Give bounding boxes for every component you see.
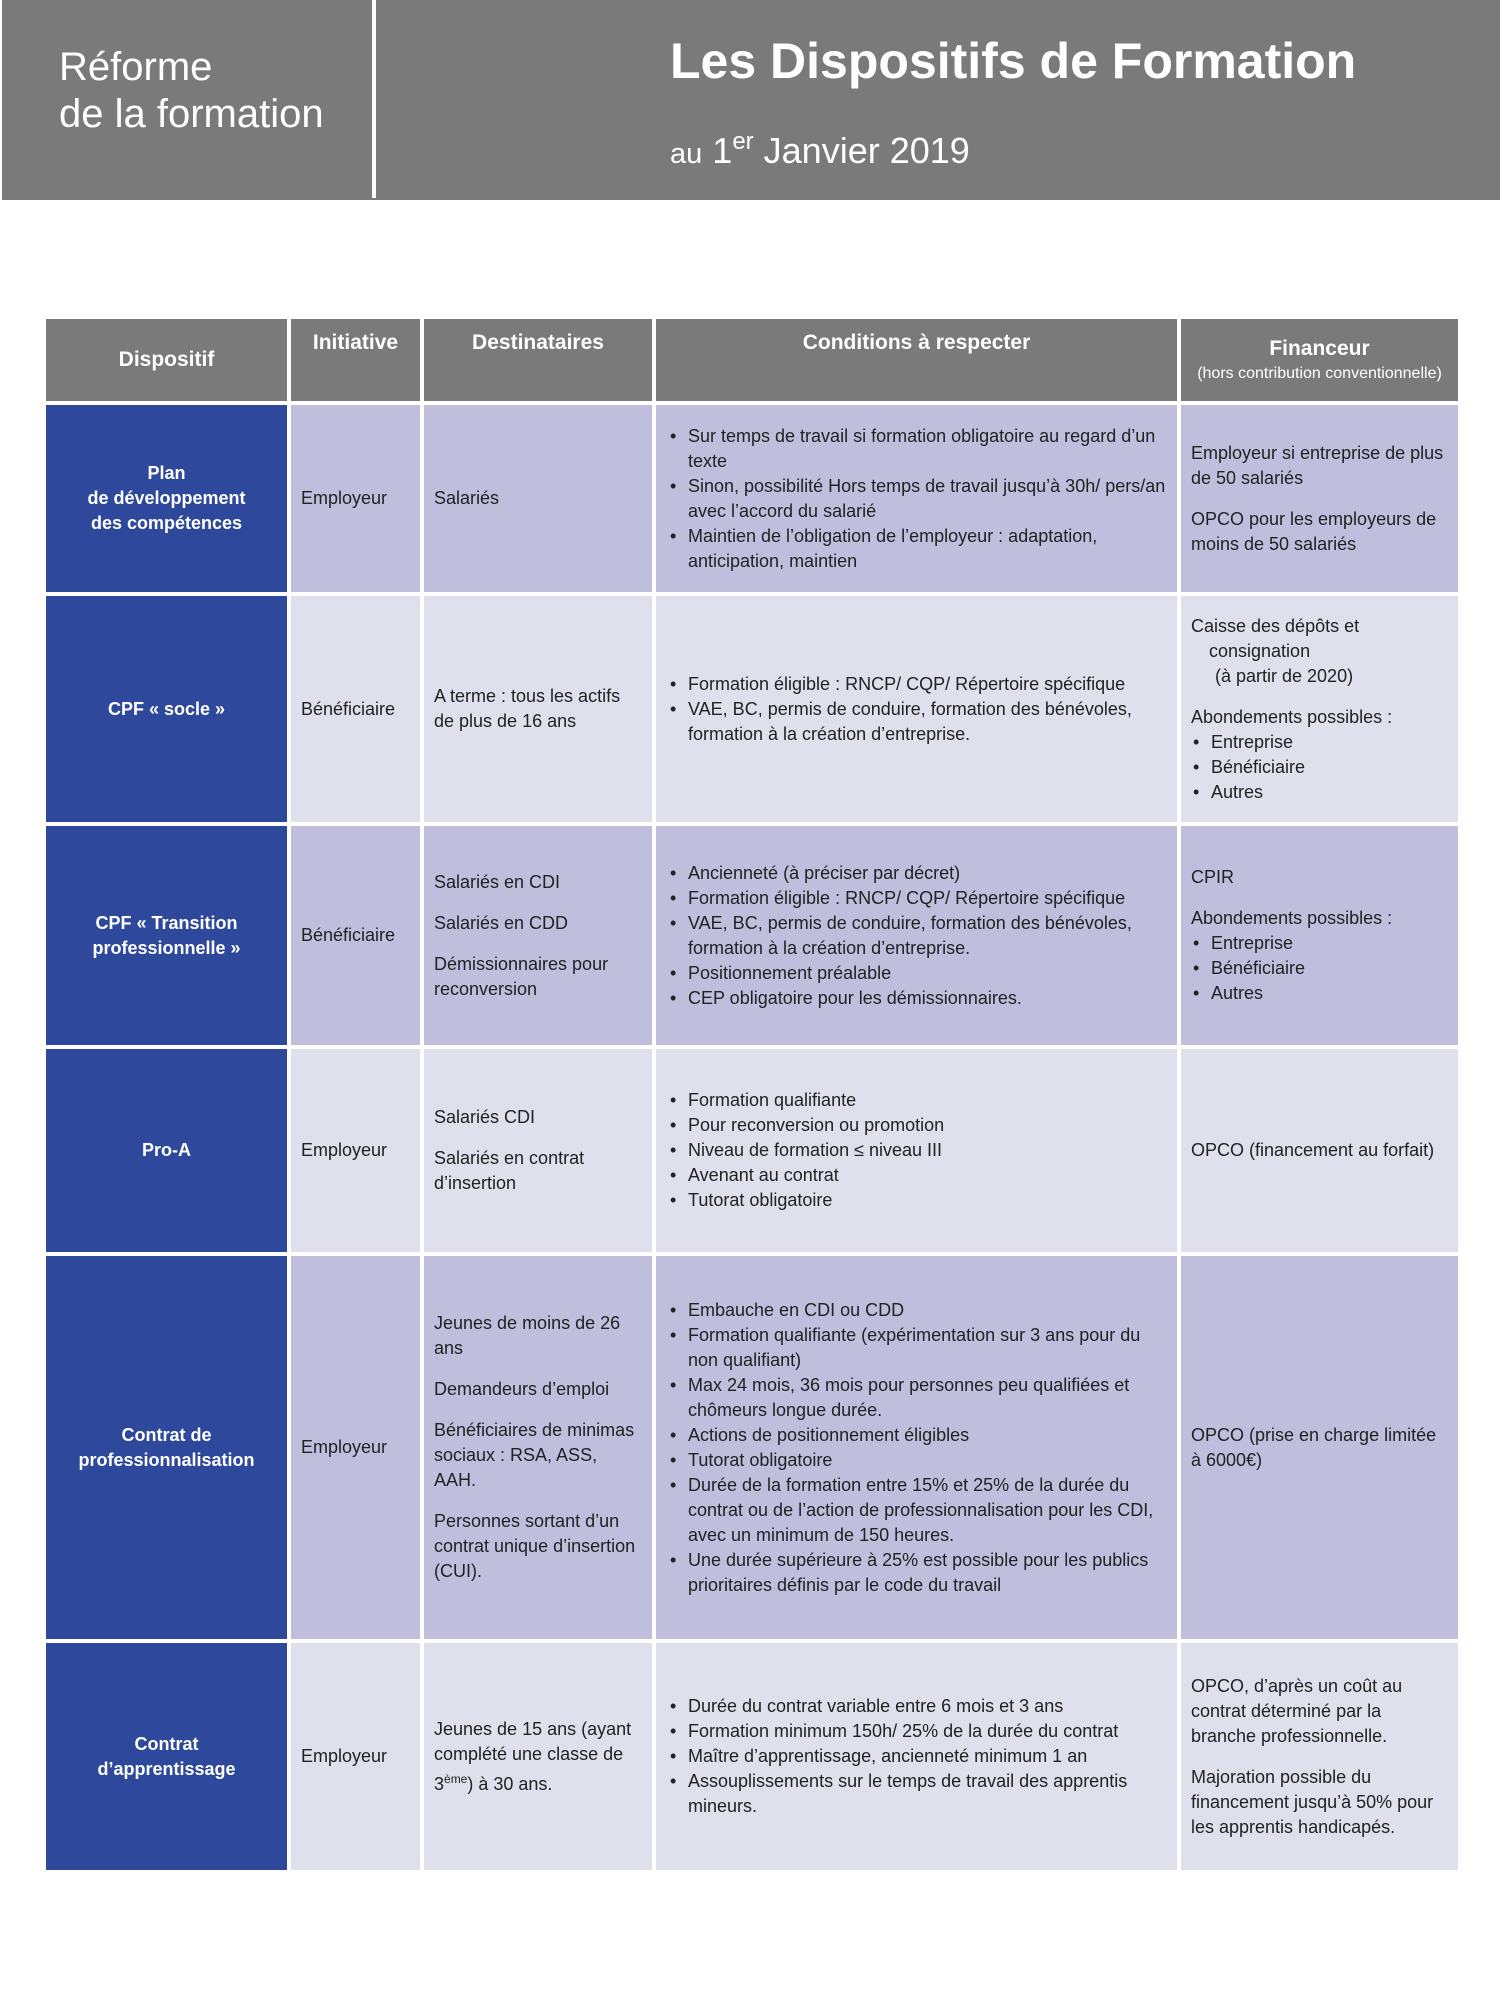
subtitle-sup: er: [732, 128, 754, 155]
abondement-item: • Entreprise: [1211, 730, 1448, 755]
condition-item: • Formation qualifiante: [688, 1088, 1167, 1113]
destinataire-item: Démissionnaires pour reconversion: [434, 953, 609, 999]
conditions-cell: [656, 1643, 1177, 1870]
destinataire-item: Salariés: [434, 488, 500, 508]
condition-item: • Sinon, possibilité Hors temps de travail jusqu’à 30h/ pers/an avec l’accord du salarié: [688, 474, 1167, 524]
dispositif-line: professionnelle »: [92, 937, 241, 958]
condition-item: • Formation qualifiante (expérimentation sur 3 ans pour du non qualifiant): [688, 1323, 1167, 1373]
financeur-text: OPCO, d’après un coût au contrat déterminé par la branche professionnelle.: [1191, 1675, 1403, 1746]
col-header-initiative: Initiative: [291, 319, 420, 401]
abondements-list: [1191, 931, 1448, 1006]
destinataire-item: Salariés en CDD: [434, 912, 569, 933]
condition-item: • Formation minimum 150h/ 25% de la durée du contrat: [688, 1719, 1167, 1744]
destinataire-item: Demandeurs d’emploi: [434, 1379, 610, 1399]
condition-item: • Formation éligible : RNCP/ CQP/ Répertoire spécifique: [688, 672, 1167, 697]
condition-item: • Ancienneté (à préciser par décret): [688, 861, 1167, 886]
table-row: [46, 405, 1458, 592]
conditions-list: [666, 672, 1167, 747]
financeur-note: (hors contribution conventionnelle): [1197, 365, 1442, 382]
destinataire-item: Personnes sortant d’un contrat unique d’insertion (CUI).: [434, 1511, 636, 1581]
destinataire-sup: ème: [444, 1771, 468, 1786]
dispositif-cell: [46, 1049, 287, 1252]
financeur-cell: [1181, 405, 1458, 592]
dispositif-line: Plan: [147, 463, 186, 483]
financeur-cell: [1181, 1049, 1458, 1252]
dispositif-cell: [46, 1643, 287, 1870]
dispositif-line: Contrat de: [121, 1424, 212, 1445]
condition-item: • Pour reconversion ou promotion: [688, 1113, 1167, 1138]
abondement-item: • Bénéficiaire: [1211, 956, 1448, 981]
abondements-list: [1191, 730, 1448, 805]
condition-item: • Embauche en CDI ou CDD: [688, 1298, 1167, 1323]
reform-label: [59, 44, 324, 138]
abondements-label: Abondements possibles :: [1191, 706, 1393, 727]
conditions-cell: [656, 826, 1177, 1045]
condition-item: • Durée du contrat variable entre 6 mois et 3 ans: [688, 1694, 1167, 1719]
destinataires-cell: [424, 1643, 652, 1870]
financeur-text: (à partir de 2020): [1215, 665, 1354, 686]
page-title: Les Dispositifs de Formation: [670, 33, 1357, 89]
condition-item: • Positionnement préalable: [688, 961, 1167, 986]
initiative-cell: Employeur: [291, 1256, 420, 1639]
destinataire-item: A terme : tous les actifs de plus de 16 ans: [434, 686, 621, 731]
destinataire-text: Jeunes de 15 ans (ayant complété une classe de 3: [434, 1718, 632, 1794]
condition-item: • Formation éligible : RNCP/ CQP/ Répertoire spécifique: [688, 886, 1167, 911]
dispositif-cell: [46, 1256, 287, 1639]
destinataire-item: Jeunes de moins de 26 ans: [434, 1313, 621, 1358]
financeur-text: Employeur si entreprise de plus de 50 salariés: [1191, 442, 1444, 488]
dispositif-line: professionnalisation: [78, 1449, 255, 1470]
financeur-cell: [1181, 826, 1458, 1045]
table-row: [46, 1643, 1458, 1870]
table-header-row: [46, 319, 1458, 401]
dispositif-cell: [46, 826, 287, 1045]
header-banner: [2, 0, 1500, 200]
conditions-cell: [656, 405, 1177, 592]
abondement-item: • Autres: [1211, 981, 1448, 1006]
destinataire-item: Salariés CDI: [434, 1107, 536, 1127]
financeur-text: OPCO (prise en charge limitée à 6000€): [1191, 1424, 1437, 1470]
reform-label-line1: Réforme: [59, 45, 213, 89]
abondement-item: • Entreprise: [1211, 931, 1448, 956]
subtitle-day: 1: [712, 130, 733, 171]
condition-item: • Tutorat obligatoire: [688, 1448, 1167, 1473]
conditions-list: [666, 861, 1167, 1011]
condition-item: • VAE, BC, permis de conduire, formation des bénévoles, formation à la création d’entreprise.: [688, 697, 1167, 747]
reform-label-line2: de la formation: [59, 92, 324, 136]
page-subtitle: au 1er Janvier 2019: [670, 128, 970, 171]
financeur-label: Financeur: [1269, 337, 1370, 360]
abondement-item: • Autres: [1211, 780, 1448, 805]
dispositif-line: d’apprentissage: [97, 1758, 236, 1779]
col-header-dispositif: Dispositif: [46, 319, 287, 401]
dispositif-line: Pro-A: [142, 1140, 191, 1160]
col-header-destinataires: Destinataires: [424, 319, 652, 401]
conditions-list: [666, 424, 1167, 574]
conditions-list: [666, 1088, 1167, 1213]
dispositif-cell: [46, 405, 287, 592]
table-row: [46, 1049, 1458, 1252]
condition-item: • Max 24 mois, 36 mois pour personnes peu qualifiées et chômeurs longue durée.: [688, 1373, 1167, 1423]
destinataires-cell: [424, 405, 652, 592]
destinataire-item: Salariés en CDI: [434, 871, 561, 892]
dispositif-line: CPF « Transition: [95, 912, 238, 933]
financeur-text: consignation: [1209, 640, 1311, 661]
destinataire-item: Bénéficiaires de minimas sociaux : RSA, ASS, AAH.: [434, 1420, 635, 1490]
dispositif-line: de développement: [87, 488, 246, 508]
financeur-text: CPIR: [1191, 867, 1235, 887]
dispositif-line: des compétences: [90, 513, 243, 533]
dispositif-line: Contrat: [134, 1733, 199, 1754]
header-divider: [372, 0, 376, 198]
dispositif-line: CPF « socle »: [107, 698, 226, 719]
table-row: [46, 826, 1458, 1045]
abondement-item: • Bénéficiaire: [1211, 755, 1448, 780]
initiative-cell: Bénéficiaire: [291, 826, 420, 1045]
condition-item: • Durée de la formation entre 15% et 25% de la durée du contrat ou de l’action de professionnalisation pour les CDI, avec un minimum de 150 heures.: [688, 1473, 1167, 1548]
condition-item: • Maintien de l’obligation de l’employeur : adaptation, anticipation, maintien: [688, 524, 1167, 574]
condition-item: • Assouplissements sur le temps de travail des apprentis mineurs.: [688, 1769, 1167, 1819]
condition-item: • Avenant au contrat: [688, 1163, 1167, 1188]
initiative-cell: Bénéficiaire: [291, 596, 420, 822]
destinataires-cell: [424, 1256, 652, 1639]
condition-item: • Tutorat obligatoire: [688, 1188, 1167, 1213]
destinataire-item: Salariés en contrat d’insertion: [434, 1148, 585, 1193]
abondements-label: Abondements possibles :: [1191, 908, 1393, 928]
destinataires-cell: [424, 596, 652, 822]
financeur-cell: [1181, 596, 1458, 822]
initiative-cell: Employeur: [291, 1643, 420, 1870]
conditions-cell: [656, 1256, 1177, 1639]
condition-item: • Actions de positionnement éligibles: [688, 1423, 1167, 1448]
destinataires-cell: [424, 826, 652, 1045]
destinataires-cell: [424, 1049, 652, 1252]
conditions-list: [666, 1298, 1167, 1598]
condition-item: • Sur temps de travail si formation obligatoire au regard d’un texte: [688, 424, 1167, 474]
initiative-cell: Employeur: [291, 1049, 420, 1252]
subtitle-suffix: Janvier 2019: [753, 130, 970, 171]
financeur-text: OPCO pour les employeurs de moins de 50 salariés: [1191, 508, 1437, 554]
financeur-text: Majoration possible du financement jusqu’à 50% pour les apprentis handicapés.: [1191, 1766, 1434, 1837]
condition-item: • Une durée supérieure à 25% est possible pour les publics prioritaires définis par le code du travail: [688, 1548, 1167, 1598]
conditions-list: [666, 1694, 1167, 1819]
financeur-text: Caisse des dépôts et: [1191, 615, 1360, 636]
financeur-text: OPCO (financement au forfait): [1191, 1140, 1435, 1160]
table-row: [46, 596, 1458, 822]
col-header-conditions: Conditions à respecter: [656, 319, 1177, 401]
col-header-financeur: [1181, 319, 1458, 401]
financeur-cell: [1181, 1256, 1458, 1639]
conditions-cell: [656, 596, 1177, 822]
table-row: [46, 1256, 1458, 1639]
condition-item: • Maître d’apprentissage, ancienneté minimum 1 an: [688, 1744, 1167, 1769]
dispositif-cell: [46, 596, 287, 822]
condition-item: • VAE, BC, permis de conduire, formation des bénévoles, formation à la création d’entreprise.: [688, 911, 1167, 961]
initiative-cell: Employeur: [291, 405, 420, 592]
destinataire-text: ) à 30 ans.: [467, 1773, 553, 1794]
condition-item: • CEP obligatoire pour les démissionnaires.: [688, 986, 1167, 1011]
conditions-cell: [656, 1049, 1177, 1252]
destinataire-item: [434, 1717, 642, 1797]
financeur-cell: [1181, 1643, 1458, 1870]
condition-item: • Niveau de formation ≤ niveau III: [688, 1138, 1167, 1163]
dispositifs-table: [42, 315, 1462, 1874]
